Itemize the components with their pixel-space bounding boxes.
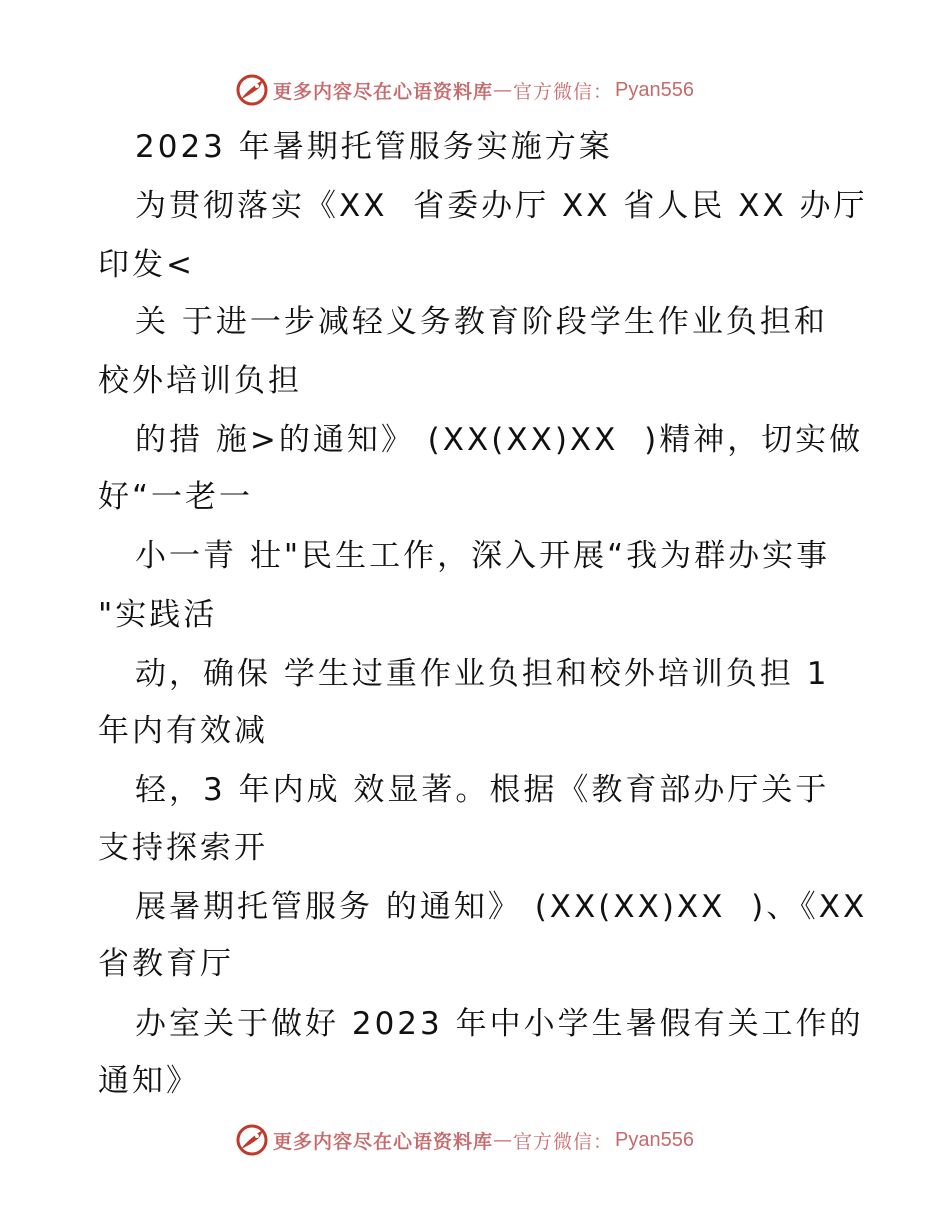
paragraph-line: 支持探索开 (98, 830, 268, 866)
paragraph-line: 的措 施>的通知》 (XX(XX)XX )精神，切实做 (135, 422, 864, 458)
pen-logo-icon (235, 1123, 269, 1157)
paragraph-line: 好“一老一 (98, 479, 254, 515)
watermark-wechat-id: Pyan556 (615, 1128, 694, 1151)
paragraph-line: 校外培训负担 (98, 363, 302, 399)
paragraph-line: 办室关于做好 2023 年中小学生暑假有关工作的 (135, 1006, 864, 1042)
paragraph-line: 轻，3 年内成 效显著。根据《教育部办厅关于 (135, 772, 830, 808)
paragraph-line: 关 于进一步减轻义务教育阶段学生作业负担和 (135, 304, 828, 340)
paragraph-line: 展暑期托管服务 的通知》 (XX(XX)XX )、《XX (135, 889, 868, 925)
watermark-wechat-label: 官方微信： (513, 80, 614, 103)
paragraph-line: 小一青 壮"民生工作，深入开展“我为群办实事 (135, 538, 831, 574)
watermark-wechat-id: Pyan556 (615, 78, 694, 101)
paragraph-line: 印发< (98, 247, 195, 283)
paragraph-line: "实践活 (98, 597, 218, 633)
paragraph-line: 省教育厅 (98, 946, 234, 982)
watermark-dash: — (493, 1129, 514, 1151)
pen-logo-icon (235, 73, 269, 107)
footer-watermark (235, 1122, 694, 1158)
paragraph-line: 年内有效减 (98, 713, 268, 749)
watermark-text: 更多内容尽在心语资料库 (273, 1130, 494, 1153)
header-watermark (235, 72, 694, 108)
watermark-dash: — (493, 79, 514, 101)
watermark-wechat-label: 官方微信： (513, 1130, 614, 1153)
watermark-text: 更多内容尽在心语资料库 (273, 80, 494, 103)
document-title: 2023 年暑期托管服务实施方案 (135, 129, 613, 165)
paragraph-line: 通知》 (98, 1063, 200, 1099)
paragraph-line: 动，确保 学生过重作业负担和校外培训负担 1 (135, 656, 830, 692)
paragraph-line: 为贯彻落实《XX 省委办厅 XX 省人民 XX 办厅 (135, 188, 868, 224)
